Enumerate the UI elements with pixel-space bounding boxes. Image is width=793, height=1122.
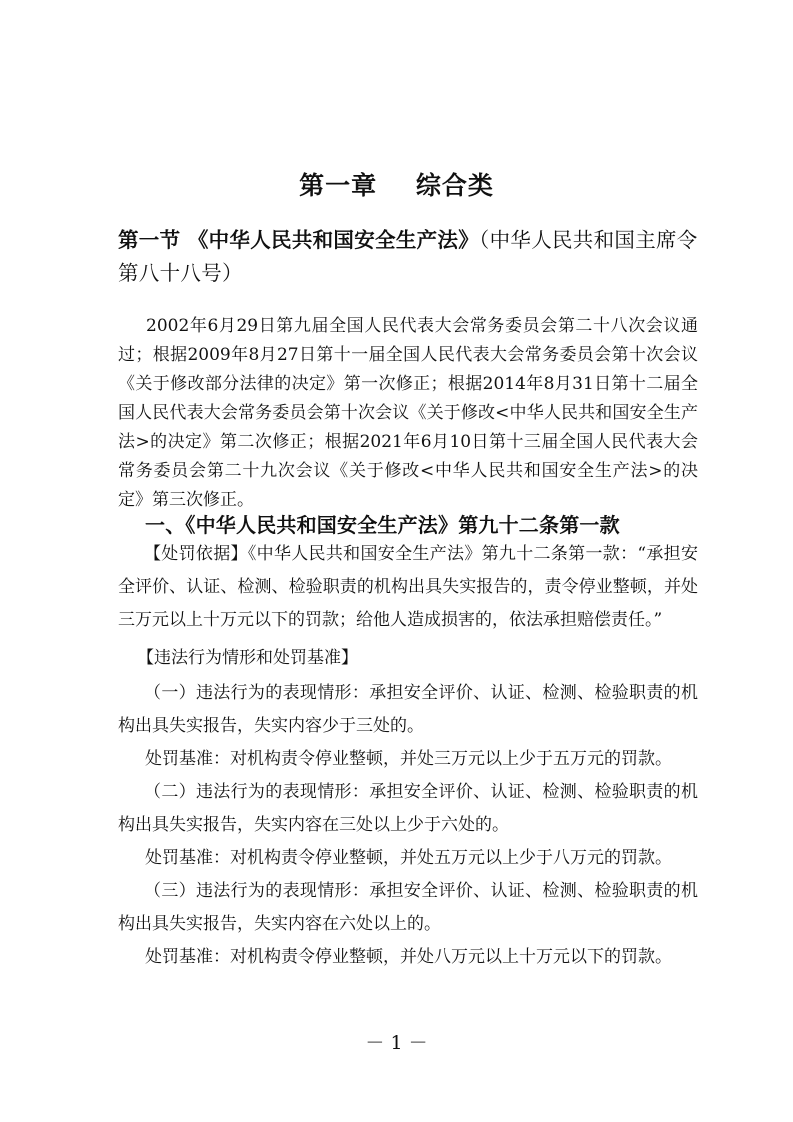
- section-heading-title: 第一节 《中华人民共和国安全生产法》: [118, 228, 480, 252]
- section-heading-decree: （中华人民共和国主席令第八十八号）: [118, 228, 698, 285]
- article-heading: 一、《中华人民共和国安全生产法》第九十二条第一款: [145, 513, 620, 537]
- section-heading: [118, 224, 703, 290]
- situation-item-3: （三）违法行为的表现情形：承担安全评价、认证、检测、检验职责的机构出具失实报告，失实内容在六处以上的。: [118, 881, 698, 934]
- penalty-standard-3: 处罚基准：对机构责令停业整顿，并处八万元以上十万元以下的罚款。: [145, 947, 672, 967]
- penalty-basis-paragraph: 【处罚依据】《中华人民共和国安全生产法》第九十二条第一款：“承担安全评价、认证、检测、检验职责的机构出具失实报告的，责令停业整顿，并处三万元以上十万元以下的罚款；给他人造成损害的，依法承担赔偿责任。”: [118, 544, 698, 630]
- preamble-paragraph: 2002年6月29日第九届全国人民代表大会常务委员会第二十八次会议通过；根据2009年8月27日第十一届全国人民代表大会常务委员会第十次会议《关于修改部分法律的决定》第一次修正；根据2014年8月31日第十二届全国人民代表大会常务委员会第十次会议《关于修改<中华人民共和国安全生产法>的决定》第二次修正；根据2021年6月10日第十三届全国人民代表大会常务委员会第二十九次会议《关于修改<中华人民共和国安全生产法>的决定》第三次修正。: [118, 316, 698, 510]
- penalty-standard-2: 处罚基准：对机构责令停业整顿，并处五万元以上少于八万元的罚款。: [145, 848, 672, 868]
- situation-item-1: （一）违法行为的表现情形：承担安全评价、认证、检测、检验职责的机构出具失实报告，失实内容少于三处的。: [118, 683, 698, 736]
- standards-heading: 【违法行为情形和处罚基准】: [137, 648, 358, 668]
- penalty-standard-1: 处罚基准：对机构责令停业整顿，并处三万元以上少于五万元的罚款。: [145, 749, 672, 769]
- situation-item-2: （二）违法行为的表现情形：承担安全评价、认证、检测、检验职责的机构出具失实报告，失实内容在三处以上少于六处的。: [118, 782, 698, 835]
- chapter-title: 第一章 综合类: [299, 171, 494, 200]
- page-number: － 1 －: [365, 1032, 428, 1054]
